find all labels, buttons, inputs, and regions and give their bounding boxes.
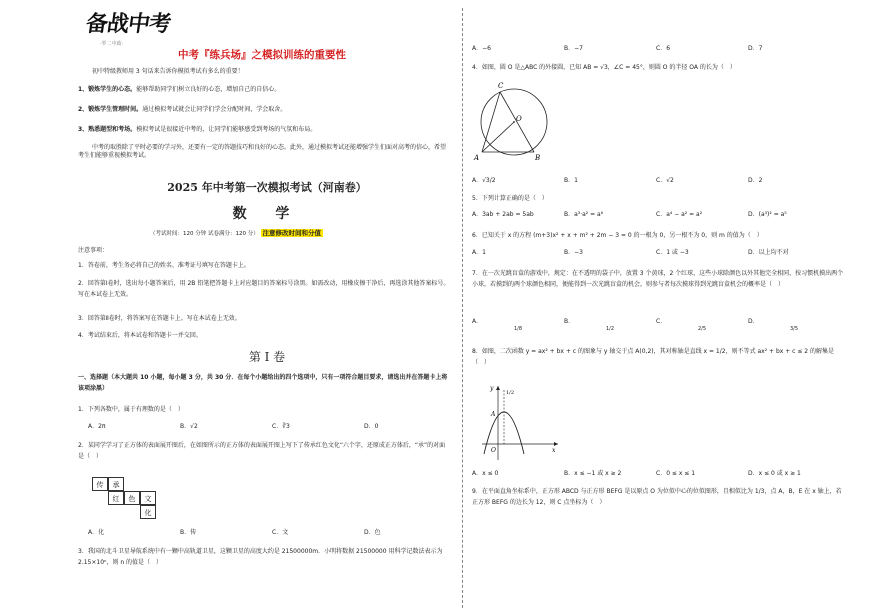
q7-options [472,318,840,334]
intro-point-2 [78,106,450,114]
q3-option-b[interactable]: B．−7 [564,45,583,52]
q4-option-c[interactable]: C．√2 [656,177,674,184]
q5-option-c[interactable]: C．a⁴ − a² = a² [656,211,703,218]
q6-option-d[interactable]: D．以上均不对 [748,249,789,256]
q9-stem: 9．在平面直角坐标系中，正方形 ABCD 与正方形 BEFG 是以原点 O 为位似中心的位似图形，且相似比为 1/3，点 A，B，E 在 x 轴上，若正方形 BEFG 的边长为 12，则 C 点坐标为（ ） [472,488,842,507]
q8-options [472,470,840,478]
q8-option-a[interactable]: A．x ≤ 0 [472,470,499,477]
logo-subtext: ·罗二中政· [100,40,124,47]
label-o: O [516,115,522,123]
axis-x-label: x [552,447,556,454]
q2-option-d[interactable]: D．色 [364,529,381,536]
q2-option-a[interactable]: A．化 [88,529,105,536]
axis-y-label: y [490,385,494,392]
exam-time-info [150,229,323,238]
q7-option-b-value: 1/2 [605,326,615,333]
q8-stem-part1: 8．如图，二次函数 y = ax² + bx + c 的图象与 y 轴交于点 A(0,2)，其对称轴是直线 x = [472,348,716,355]
q7-option-d[interactable]: D．3/5 [748,318,840,334]
symmetry-label: 1/2 [506,390,515,396]
column-divider [462,8,463,608]
q5-stem: 5．下列计算正确的是（ ） [472,195,548,202]
cube-net-cell: 承 [108,477,124,491]
part-one-title: 第 I 卷 [248,350,286,364]
intro-point-3 [78,126,450,134]
logo [86,10,206,52]
q2-stem: 2．某同学学习了正方体的表面展开图后，在如图所示的正方体的表面展开图上写下了传承红色文化“六个字，还原成正方体后，“承”的对面是（ ） [78,442,446,461]
q6-option-c[interactable]: C．1 或 −3 [656,249,689,256]
note-1: 1．答卷前，考生务必将自己的姓名、准考证号填写在答题卡上。 [78,262,250,269]
label-a: A [474,154,480,162]
parabola-graph [478,382,562,462]
q5-options [472,211,840,219]
q7-stem: 7．在一次光跳盲盒的游戏中，规定：在不透明的袋子中，放置 3 个黄球，2 个红球，这些小球除颜色以外其他完全相同，按习惯机摸出两个小球，若摸到的两个球颜色相同，便能得到一次光跳盲盒的机会，则参与者每次摸球得到光跳盲盒机会的概率是（ ） [472,270,844,289]
q2-options [88,529,456,537]
note-2: 2．回答第Ⅰ卷时，选出每小题答案后，用 2B 铅笔把答题卡上对应题目的答案标号涂黑。如需改动，用橡皮擦干净后，再选涂其他答案标号。写在本试卷上无效。 [78,280,450,299]
intro-conclusion: 中考的取胜除了平时必要的学习外，还要有一定的答题技巧和良好的心态。此外，通过模拟考试还能增强学生们面对高考的信心，希望考生们能够重视模拟考试。 [78,144,447,160]
q3-stem: 3．我国的北斗卫星导航系统中有一颗中高轨道卫星，这颗卫星的高度大约是 21500000m．小明将数据 21500000 用科学记数法表示为 2.15×10ⁿ，则 n 的值是（ ） [78,548,443,567]
exam-title: 2025 年中考第一次模拟考试（河南卷） [167,181,367,194]
q1-option-b[interactable]: B．√2 [180,423,198,430]
exam-page [78,8,870,606]
q6-option-a[interactable]: A．1 [472,249,486,256]
circle-figure [472,76,562,168]
q7-option-a-value: 1/8 [513,326,523,333]
intro-title: 中考『练兵场』之模拟训练的重要性 [178,49,346,61]
q1-option-c[interactable]: C．∛3 [272,423,290,430]
intro-point-1-text: 能够帮助同学们树立良好的心态，增加自己的自信心。 [136,86,281,93]
q5-option-a[interactable]: A．3ab + 2ab = 5ab [472,211,534,218]
q3-option-d[interactable]: D．7 [748,45,763,52]
q8-option-d[interactable]: D．x ≤ 0 或 x ≥ 1 [748,470,801,477]
q1-option-d[interactable]: D．0 [364,423,379,430]
q2-option-c[interactable]: C．文 [272,529,289,536]
q4-stem: 4．如图，圆 O 是△ABC 的外接圆，已知 AB = √3，∠C = 45°，则圆 O 的半径 OA 的长为（ ） [472,64,736,71]
notes-title: 注意事项： [78,247,109,254]
intro-lead: 初中特级教师用 3 句话来告诉你模拟考试有多么的重要！ [92,68,244,75]
label-c: C [498,82,504,90]
q6-options [472,249,840,257]
label-b: B [535,154,541,162]
q5-option-b[interactable]: B．a³·a² = a⁶ [564,211,604,218]
q7-option-b[interactable]: B．1/2 [564,318,656,334]
cube-net-cell: 色 [124,491,140,505]
section-instructions: 一、选择题（本大题共 10 小题，每小题 3 分，共 30 分．在每个小题给出的四个选项中，只有一项符合题目要求，请选出并在答题卡上将该项涂黑） [78,374,448,393]
intro-point-3-text: 模拟考试是很接近中考的，让同学们能够感受到考场的气氛和布局。 [136,126,317,133]
q1-options [88,423,456,431]
cube-net-cell: 传 [92,477,108,491]
note-4: 4．考试结束后，将本试卷和答题卡一并交回。 [78,332,202,339]
q8-stem-part2: ，则不等式 ax² + bx + c ≤ 2 的解集是（ ） [472,348,835,367]
q3-option-c[interactable]: C．6 [656,45,671,52]
q1-stem: 1．下列各数中，属于有理数的是（ ） [78,406,184,413]
intro-point-1-bold: 1、锻炼学生的心态。 [78,86,137,93]
highlight-note: 注意修改时间和分值 [262,229,321,237]
note-3: 3．回答第Ⅱ卷时，将答案写在答题卡上。写在本试卷上无效。 [78,315,241,322]
cube-net-cell: 文 [140,491,156,505]
q8-option-c[interactable]: C．0 ≤ x ≤ 1 [656,470,696,477]
q5-option-d[interactable]: D．(a³)² = a⁵ [748,211,787,218]
origin-label: O [491,447,496,454]
q7-option-c-value: 2/5 [697,326,707,333]
q8-stem [472,346,844,369]
q4-options [472,177,840,185]
q4-option-d[interactable]: D．2 [748,177,763,184]
q8-option-b[interactable]: B．x ≤ −1 或 x ≥ 2 [564,470,622,477]
intro-point-2-text: 通过模拟考试就会让同学们学会分配时间，学会取舍。 [142,106,287,113]
point-a-label: A [491,411,496,418]
q3-options [472,45,840,53]
q4-option-b[interactable]: B．1 [564,177,578,184]
q2-option-b[interactable]: B．传 [180,529,197,536]
q6-stem: 6．已知关于 x 的方程 (m+3)x² + x + m² + 2m − 3 = 0 的一根为 0，另一根不为 0，则 m 的值为（ ） [472,232,763,239]
logo-text: 备战中考 [84,11,172,37]
intro-point-3-bold: 3、熟悉题型和考场。 [78,126,137,133]
time-text: （考试时间：120 分钟 试卷满分：120 分） [150,231,259,237]
q7-option-c[interactable]: C．2/5 [656,318,748,334]
q8-half: 1/2 [715,348,726,355]
cube-net-cell: 化 [140,505,156,519]
intro-point-1 [78,86,450,94]
q7-option-d-value: 3/5 [789,326,799,333]
q1-option-a[interactable]: A．2π [88,423,106,430]
q7-option-a[interactable]: A．1/8 [472,318,564,334]
q6-option-b[interactable]: B．−3 [564,249,583,256]
cube-net-cell: 红 [108,491,124,505]
exam-subject: 数 学 [232,206,302,222]
q3-option-a[interactable]: A．−6 [472,45,491,52]
intro-point-2-bold: 2、锻炼学生管理时间。 [78,106,143,113]
q4-option-a[interactable]: A．√3/2 [472,177,496,184]
